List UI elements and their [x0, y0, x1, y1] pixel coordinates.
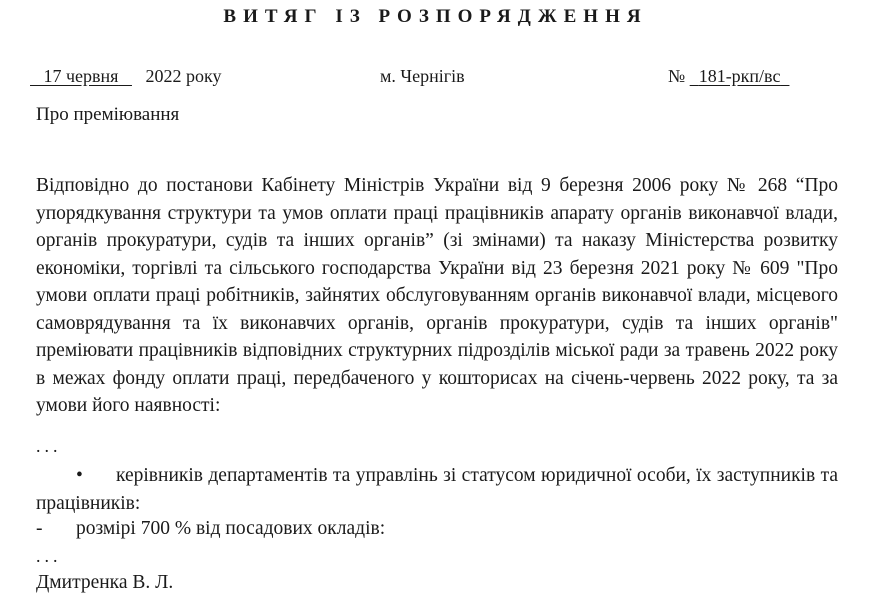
- document-city: м. Чернігів: [380, 66, 465, 86]
- bullet-item-text: керівників департаментів та управлінь зі статусом юридичної особи, їх заступників та працівників:: [36, 465, 838, 514]
- omission-marker-2: ...: [36, 546, 62, 566]
- document-date: [30, 66, 221, 87]
- signature-name: Дмитренка В. Л.: [36, 572, 174, 593]
- bullet-icon: •: [76, 465, 83, 486]
- document-body: Відповідно до постанови Кабінету Міністрів України від 9 березня 2006 року № 268 “Про упорядкування структури та умов оплати праці працівників апарату органів виконавчої влади, органів прокуратури, судів та інших органів” (зі змінами) та наказу Міністерства розвитку економіки, торгівлі та сільського господарства України від 23 березня 2021 року № 609 "Про умови оплати праці робітників, зайнятих обслуговуванням органів виконавчої влади, місцевого самоврядування та їх виконавчих органів, органів прокуратури, судів та інших органів" преміювати працівників відповідних структурних підрозділів міської ради за травень 2022 року в межах фонду оплати праці, передбаченого у кошторисах на січень-червень 2022 року, та за умови його наявності:: [36, 175, 838, 416]
- dash-item: [36, 518, 385, 540]
- document-subject: Про преміювання: [36, 104, 180, 125]
- number-value: 181-ркп/вс: [698, 66, 781, 86]
- bullet-item: [36, 462, 838, 517]
- date-day-month: [30, 66, 132, 86]
- dash-item-text: розмірі 700 % від посадових окладів:: [76, 518, 386, 539]
- omission-marker-1: ...: [36, 436, 62, 456]
- date-year: 2022 року: [145, 66, 222, 86]
- document-title: ВИТЯГ ІЗ РОЗПОРЯДЖЕННЯ: [223, 6, 648, 27]
- document-number: [668, 66, 789, 87]
- date-day-month-text: 17 червня: [43, 66, 119, 86]
- number-value-underlined: [690, 66, 790, 86]
- number-prefix: №: [668, 66, 686, 86]
- dash-icon: -: [36, 518, 43, 539]
